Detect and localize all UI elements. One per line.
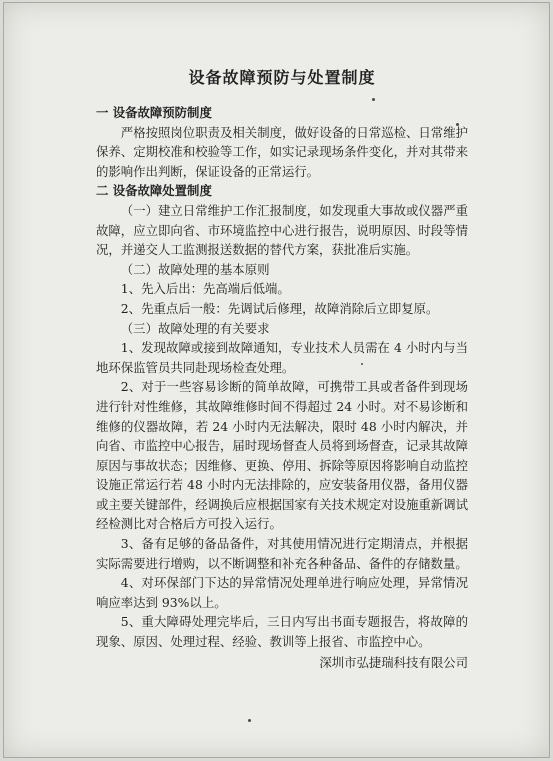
requirement-1: 1、发现故障或接到故障通知，专业技术人员需在 4 小时内与当地环保监管员共同赴现场检查处理。: [96, 340, 468, 375]
section2-para1: （一）建立日常维护工作汇报制度，如发现重大事故或仪器严重故障，应立即向省、市环境监控中心进行报告，说明原因、时段等情况，并递交人工监测报送数据的替代方案，获批准后实施。: [96, 202, 468, 258]
scanned-page: [3, 2, 550, 758]
principle-1: 1、先入后出：先高端后低端。: [120, 281, 290, 297]
company-signature: 深圳市弘捷瑞科技有限公司: [319, 654, 468, 670]
requirement-5: 5、重大障碍处理完毕后，三日内写出书面专题报告，将故障的现象、原因、处理过程、经验、教训等上报省、市监控中心。: [96, 614, 468, 650]
requirement-3: 3、备有足够的备品备件，对其使用情况进行定期清点，并根据实际需要进行增购，以不断调整和补充各种备品、备件的存储数量。: [96, 536, 468, 571]
section1-heading: 一 设备故障预防制度: [96, 105, 212, 120]
requirement-4: 4、对环保部门下达的异常情况处理单进行响应处理，异常情况响应率达到 93%以上。: [96, 575, 468, 610]
requirement-2: 2、对于一些容易诊断的简单故障，可携带工具或者备件到现场进行针对性维修，其故障维修时间不得超过 24 小时。对不易诊断和维修的仪器故障，若 24 小时内无法解决，限时 48 小时内解决，并向省、市监控中心报告，届时现场督查人员将到场督查，记录其故障原因与事故状态；因维修、更换、停用、拆除等原因将影响自动监控设施正常运行若 48 小时内无法排除的，应安装备用仪器，备用仪器或主要关键部件，经调换后应根据国家有关技术规定对设施重新调试经检测比对合格后方可投入运行。: [96, 379, 468, 532]
document-body: [96, 68, 468, 672]
principle-2: 2、先重点后一般：先调试后修理，故障消除后立即复原。: [120, 300, 439, 316]
section1-body: 严格按照岗位职责及相关制度，做好设备的日常巡检、日常维护保养、定期校准和校验等工作，如实记录现场条件变化，并对其带来的影响作出判断，保证设备的正常运行。: [96, 124, 468, 179]
section2-sub3: （三）故障处理的有关要求: [120, 320, 270, 336]
document-title: 设备故障预防与处置制度: [188, 68, 376, 87]
section2-sub2: （二）故障处理的基本原则: [120, 261, 270, 277]
section2-heading: 二 设备故障处置制度: [96, 183, 212, 199]
